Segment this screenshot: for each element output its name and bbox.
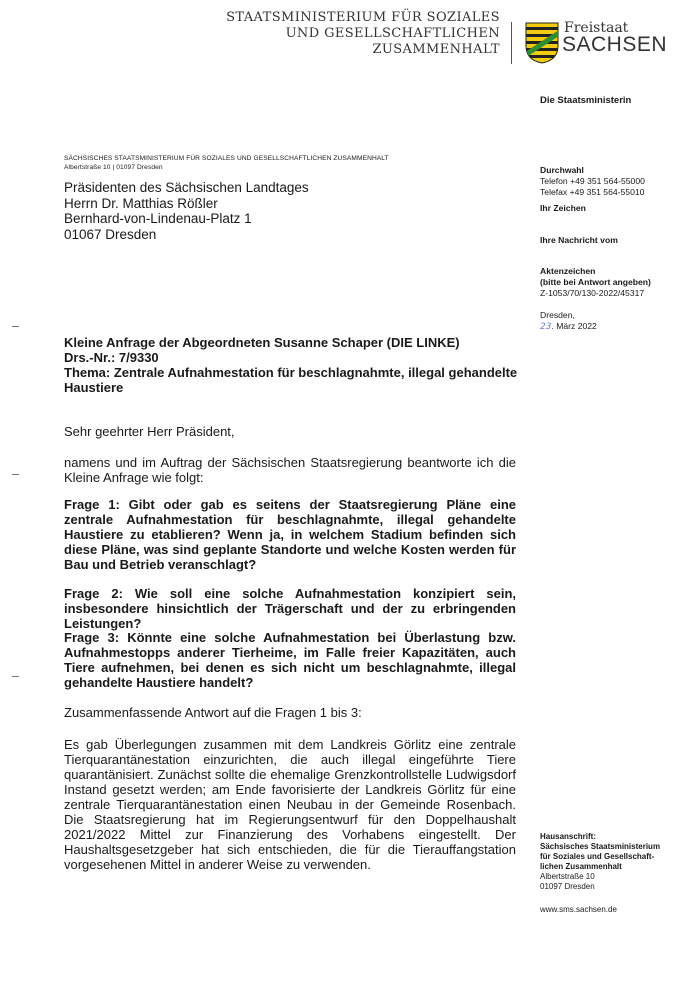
date-block (540, 310, 597, 333)
question-1: Frage 1: Gibt oder gab es seitens der Staatsregierung Pläne eine zentrale Aufnahmestation für beschlagnahmte, illegal gehandelte Haustiere zu etablieren? Wenn ja, in welchem Stadium befinden sich diese Pläne, was sind geplante Standorte und welche Kosten werden für Bau und Betrieb veranschlagt? (64, 497, 516, 572)
address-line: 01067 Dresden (64, 226, 157, 242)
sender-org: SÄCHSISCHES STAATSMINISTERIUM FÜR SOZIALES UND GESELLSCHAFTLICHEN ZUSAMMENHALT (64, 155, 389, 162)
saxony-coat-of-arms-icon (525, 22, 559, 64)
ihr-zeichen-label (540, 203, 586, 214)
aktenzeichen-hint: (bitte bei Antwort angeben) (540, 277, 651, 287)
handwritten-day: 23 (540, 322, 552, 332)
question-2: Frage 2: Wie soll eine solche Aufnahmestation konzipiert sein, insbesondere hinsichtlich der Trägerschaft und der zu erbringenden Leistungen? (64, 586, 516, 631)
ministry-line: STAATSMINISTERIUM FÜR SOZIALES (226, 10, 500, 25)
date-city: Dresden, (540, 310, 575, 320)
ihre-nachricht-label (540, 235, 618, 246)
footer-label: Hausanschrift: (540, 832, 597, 841)
address-line: Präsidenten des Sächsischen Landtages (64, 180, 309, 195)
address-line: Herrn Dr. Matthias Rößler (64, 195, 218, 211)
aktenzeichen-value: Z-1053/70/130-2022/45317 (540, 288, 645, 298)
contact-block (540, 165, 645, 198)
subject-drs: Drs.-Nr.: 7/9330 (64, 350, 159, 365)
sachsen-label: SACHSEN (562, 33, 668, 56)
header-divider (511, 22, 512, 64)
aktenzeichen-label: Aktenzeichen (540, 266, 596, 276)
sender-line (64, 155, 389, 172)
fold-mark (12, 676, 19, 677)
fold-mark (12, 474, 19, 475)
subject-block (64, 335, 534, 395)
date-month-year: . März 2022 (551, 321, 597, 331)
telefax: Telefax +49 351 564-55010 (540, 187, 645, 197)
recipient-address (64, 180, 309, 242)
sender-address: Albertstraße 10 | 01097 Dresden (64, 163, 163, 171)
freistaat-label: Freistaat (564, 20, 629, 36)
ministry-line: UND GESELLSCHAFTLICHEN (285, 26, 500, 41)
address-line: Bernhard-von-Lindenau-Platz 1 (64, 211, 252, 226)
ministry-line: ZUSAMMENHALT (372, 42, 500, 57)
footer-org-3: lichen Zusammenhalt (540, 862, 622, 871)
intro-paragraph: namens und im Auftrag der Sächsischen Staatsregierung beantworte ich die Kleine Anfrage wie folgt: (64, 455, 516, 485)
website-link[interactable]: www.sms.sachsen.de (540, 905, 617, 914)
footer-city: 01097 Dresden (540, 882, 595, 891)
subject-title: Kleine Anfrage der Abgeordneten Susanne Schaper (DIE LINKE) (64, 335, 460, 350)
fold-mark (12, 326, 19, 327)
minister-label: Die Staatsministerin (540, 95, 632, 106)
telefon: Telefon +49 351 564-55000 (540, 176, 645, 186)
footer-street: Albertstraße 10 (540, 872, 595, 881)
aktenzeichen-block (540, 266, 651, 299)
subject-thema: Thema: Zentrale Aufnahmestation für beschlagnahmte, illegal gehandelte Haustiere (64, 365, 518, 395)
footer-address (540, 832, 660, 892)
ihr-zeichen-text: Ihr Zeichen (540, 203, 586, 213)
salutation: Sehr geehrter Herr Präsident, (64, 424, 235, 439)
question-3: Frage 3: Könnte eine solche Aufnahmestation bei Überlastung bzw. Aufnahmestopps anderer Tierheime, im Falle freier Kapazitäten, auch Tiere aufnehmen, bei denen es sich nicht um beschlagnahmte, illegal gehandelte Haustiere handelt? (64, 630, 516, 690)
summary-heading: Zusammenfassende Antwort auf die Fragen 1 bis 3: (64, 705, 362, 720)
footer-org-1: Sächsisches Staatsministerium (540, 842, 661, 851)
answer-paragraph: Es gab Überlegungen zusammen mit dem Landkreis Görlitz eine zentrale Tierquarantänestation einzurichten, die auch illegal eingeführte Tiere quarantänisiert. Zunächst sollte die ehemalige Grenzkontrollstelle Ludwigsdorf Instand gesetzt werden; am Ende favorisierte der Landkreis Görlitz für eine zentrale Tierquarantänestation einen Neubau in der Gemeinde Rosenbach. Die Staatsregierung hat im Regierungsentwurf für den Doppelhaushalt 2021/2022 Mittel zur Finanzierung des Vorhabens eingestellt. Der Haushaltsgesetzgeber hat sich entschieden, die für die Tierauffangstation vorgesehenen Mittel in anderer Weise zu verwenden. (64, 737, 516, 872)
durchwahl-label: Durchwahl (540, 165, 584, 175)
footer-org-2: für Soziales und Gesellschaft- (540, 852, 655, 861)
ihre-nachricht-text: Ihre Nachricht vom (540, 235, 618, 245)
ministry-name (226, 10, 500, 58)
